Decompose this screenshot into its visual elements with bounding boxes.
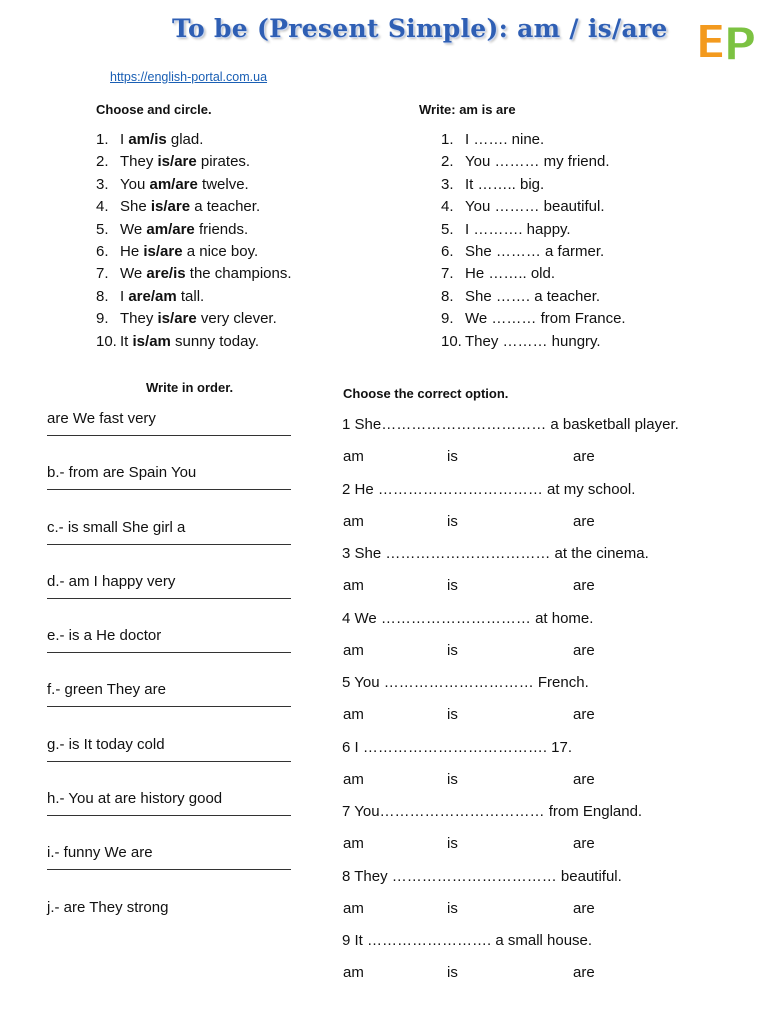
order-prompt: g.- is It today cold xyxy=(47,735,165,753)
verb-choice[interactable]: is/are xyxy=(157,310,197,328)
option-am[interactable]: am xyxy=(343,964,364,981)
answer-line[interactable] xyxy=(47,761,291,762)
option-row xyxy=(342,702,762,735)
verb-choice[interactable]: am/are xyxy=(146,220,195,238)
verb-choice[interactable]: are/is xyxy=(146,265,186,283)
order-prompt: f.- green They are xyxy=(47,681,166,699)
item-number: 2. xyxy=(96,153,109,171)
option-am[interactable]: am xyxy=(343,770,364,788)
item-rest: tall. xyxy=(176,287,205,305)
order-item xyxy=(47,571,291,625)
order-prompt: e.- is a He doctor xyxy=(47,627,162,645)
option-row xyxy=(342,509,762,542)
answer-line[interactable] xyxy=(47,706,291,707)
option-are[interactable]: are xyxy=(573,835,595,852)
verb-choice[interactable]: is/are xyxy=(157,153,197,171)
item-sentence: She ……. a teacher. xyxy=(465,287,601,305)
item-sentence: He …….. old. xyxy=(465,265,556,283)
option-is[interactable]: is xyxy=(447,706,458,723)
item-sentence: We ……… from France. xyxy=(465,310,626,328)
order-prompt: h.- You at are history good xyxy=(47,790,223,808)
list-item xyxy=(441,308,626,330)
choose-question: 7 You…………………………… from England. xyxy=(342,803,643,820)
list-item xyxy=(441,331,626,353)
verb-choice[interactable]: is/are xyxy=(143,242,183,260)
item-number: 5. xyxy=(441,220,454,238)
item-number: 3. xyxy=(96,175,109,193)
option-is[interactable]: is xyxy=(447,512,458,530)
option-row xyxy=(342,896,762,929)
item-number: 7. xyxy=(441,265,454,283)
item-number: 9. xyxy=(96,310,109,328)
order-prompt: are We fast very xyxy=(47,410,156,427)
item-rest: glad. xyxy=(166,131,204,148)
item-rest: pirates. xyxy=(196,153,251,171)
item-subject: We xyxy=(120,220,147,238)
option-are[interactable]: are xyxy=(573,770,595,788)
option-are[interactable]: are xyxy=(573,641,595,659)
option-is[interactable]: is xyxy=(447,448,458,465)
circle-heading: Choose and circle. xyxy=(96,102,212,117)
item-subject: They xyxy=(120,310,158,328)
list-item xyxy=(96,174,292,196)
item-subject: You xyxy=(120,175,150,193)
order-prompt: b.- from are Spain You xyxy=(47,464,197,482)
item-subject: She xyxy=(120,198,151,216)
answer-line[interactable] xyxy=(47,815,291,816)
choose-question: 8 They …………………………… beautiful. xyxy=(342,867,622,885)
option-row xyxy=(342,831,762,864)
item-rest: very clever. xyxy=(196,310,277,328)
order-prompt: j.- are They strong xyxy=(47,898,169,916)
option-is[interactable]: is xyxy=(447,835,458,852)
item-subject: I xyxy=(120,287,129,305)
option-row xyxy=(342,638,762,671)
svg-text:P: P xyxy=(723,17,757,68)
list-item xyxy=(96,129,292,151)
option-are[interactable]: are xyxy=(573,706,595,723)
item-number: 4. xyxy=(96,198,109,216)
list-item xyxy=(96,331,292,353)
option-are[interactable]: are xyxy=(573,448,595,465)
list-item xyxy=(96,219,292,241)
list-item xyxy=(441,286,626,308)
item-rest: twelve. xyxy=(197,175,249,193)
choose-heading: Choose the correct option. xyxy=(343,386,509,401)
order-prompt: d.- am I happy very xyxy=(47,572,176,590)
item-number: 2. xyxy=(441,153,454,171)
option-row xyxy=(342,960,762,993)
item-sentence: You ……… my friend. xyxy=(465,153,610,171)
item-subject: I xyxy=(120,131,129,148)
order-item xyxy=(47,788,291,842)
item-sentence: You ……… beautiful. xyxy=(465,198,605,216)
option-is[interactable]: is xyxy=(447,577,458,594)
item-rest: a teacher. xyxy=(190,198,261,216)
option-are[interactable]: are xyxy=(573,512,595,530)
option-row xyxy=(342,573,762,606)
item-rest: friends. xyxy=(194,220,249,238)
svg-text:E: E xyxy=(695,15,727,68)
verb-choice[interactable]: is/am xyxy=(132,332,171,350)
order-item xyxy=(47,408,291,462)
item-number: 4. xyxy=(441,198,454,216)
order-item xyxy=(47,842,291,896)
item-sentence: They ……… hungry. xyxy=(465,332,601,350)
website-link[interactable]: https://english-portal.com.ua xyxy=(110,70,268,84)
item-number: 7. xyxy=(96,265,109,283)
list-item xyxy=(96,196,292,218)
order-item xyxy=(47,679,291,733)
answer-line[interactable] xyxy=(47,598,291,599)
list-item xyxy=(441,151,626,173)
order-item xyxy=(47,462,291,516)
option-am[interactable]: am xyxy=(343,577,364,594)
answer-line[interactable] xyxy=(47,869,291,870)
circle-exercise-list xyxy=(96,129,292,353)
order-heading: Write in order. xyxy=(146,380,234,395)
item-number: 9. xyxy=(441,310,454,328)
write-exercise-list xyxy=(441,129,626,353)
option-are[interactable]: are xyxy=(573,964,595,981)
list-item xyxy=(441,129,626,151)
option-is[interactable]: is xyxy=(447,641,458,659)
write-heading: Write: am is are xyxy=(419,102,516,117)
order-item xyxy=(47,897,291,951)
option-am[interactable]: am xyxy=(343,706,364,723)
item-number: 3. xyxy=(441,175,454,193)
choose-question: 4 We ………………………… at home. xyxy=(342,609,594,627)
option-is[interactable]: is xyxy=(447,899,458,917)
verb-choice[interactable]: are/am xyxy=(128,287,177,305)
item-subject: It xyxy=(120,332,133,350)
order-item xyxy=(47,734,291,788)
item-number: 1. xyxy=(441,131,454,148)
item-number: 10. xyxy=(96,332,117,350)
choose-question: 9 It ……………………. a small house. xyxy=(342,932,593,949)
item-number: 8. xyxy=(96,287,109,305)
list-item xyxy=(96,241,292,263)
option-is[interactable]: is xyxy=(447,770,458,788)
verb-choice[interactable]: is/are xyxy=(150,198,191,216)
option-am[interactable]: am xyxy=(343,448,364,465)
option-row xyxy=(342,767,762,800)
item-sentence: I ……. nine. xyxy=(465,131,545,148)
choose-question: 3 She …………………………… at the cinema. xyxy=(342,545,649,562)
item-number: 10. xyxy=(441,332,462,350)
answer-line[interactable] xyxy=(47,544,291,545)
list-item xyxy=(96,263,292,285)
choose-question: 2 He …………………………… at my school. xyxy=(342,480,636,498)
choose-exercise-list xyxy=(342,412,762,993)
answer-line[interactable] xyxy=(47,489,291,490)
verb-choice[interactable]: am/are xyxy=(149,175,198,193)
option-row xyxy=(342,444,762,477)
item-number: 1. xyxy=(96,131,109,148)
item-number: 6. xyxy=(96,242,109,260)
item-number: 6. xyxy=(441,242,454,260)
option-are[interactable]: are xyxy=(573,577,595,594)
choose-question: 1 She…………………………… a basketball player. xyxy=(342,416,679,433)
order-prompt: i.- funny We are xyxy=(47,844,153,862)
item-rest: a nice boy. xyxy=(182,242,259,260)
list-item xyxy=(441,174,626,196)
item-subject: We xyxy=(120,265,147,283)
worksheet-title: To be (Present Simple): am / is/are xyxy=(172,14,668,43)
list-item xyxy=(96,151,292,173)
option-am[interactable]: am xyxy=(343,835,364,852)
list-item xyxy=(441,219,626,241)
english-portal-logo xyxy=(692,6,760,68)
answer-line[interactable] xyxy=(47,652,291,653)
list-item xyxy=(96,308,292,330)
option-am[interactable]: am xyxy=(343,641,364,659)
answer-line[interactable] xyxy=(47,435,291,436)
option-am[interactable]: am xyxy=(343,899,364,917)
item-rest: sunny today. xyxy=(170,332,259,350)
item-sentence: She ……… a farmer. xyxy=(465,242,605,260)
item-number: 5. xyxy=(96,220,109,238)
item-rest: the champions. xyxy=(185,265,292,283)
choose-question: 6 I ………………………………. 17. xyxy=(342,738,573,756)
list-item xyxy=(441,196,626,218)
item-subject: They xyxy=(120,153,158,171)
list-item xyxy=(441,241,626,263)
item-sentence: I ………. happy. xyxy=(465,220,571,238)
order-exercise-list xyxy=(47,408,291,951)
choose-question: 5 You ………………………… French. xyxy=(342,674,589,691)
option-is[interactable]: is xyxy=(447,964,458,981)
item-subject: He xyxy=(120,242,144,260)
item-number: 8. xyxy=(441,287,454,305)
item-sentence: It …….. big. xyxy=(465,175,545,193)
verb-choice[interactable]: am/is xyxy=(128,131,167,148)
order-item xyxy=(47,625,291,679)
list-item xyxy=(441,263,626,285)
option-am[interactable]: am xyxy=(343,512,364,530)
list-item xyxy=(96,286,292,308)
option-are[interactable]: are xyxy=(573,899,595,917)
order-item xyxy=(47,517,291,571)
order-prompt: c.- is small She girl a xyxy=(47,518,186,536)
